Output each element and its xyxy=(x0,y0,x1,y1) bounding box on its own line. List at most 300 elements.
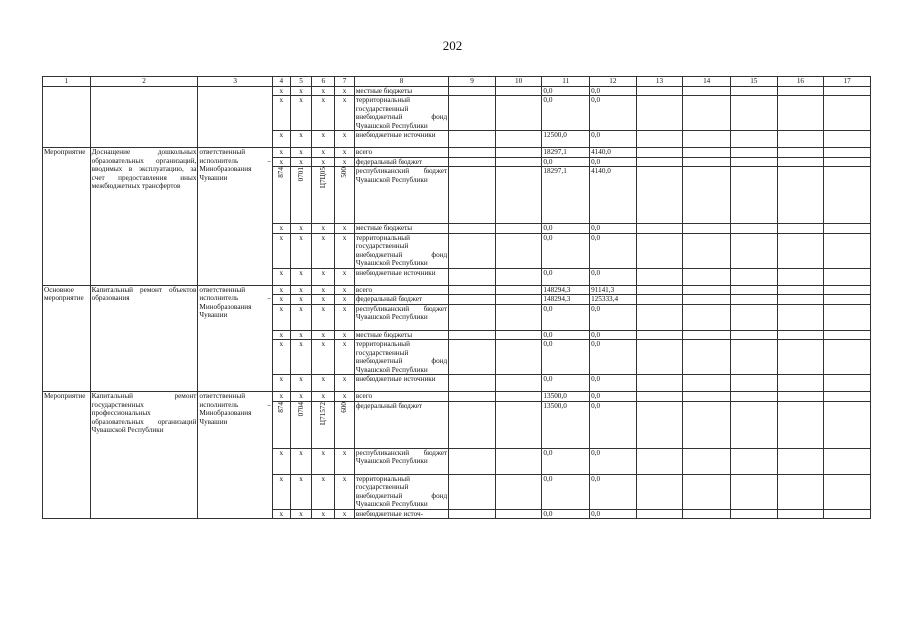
target-article-cell: x xyxy=(312,86,335,96)
year-value-cell xyxy=(730,330,777,340)
year-value-cell xyxy=(824,330,871,340)
target-article-value: Ц71572 xyxy=(319,401,328,425)
grbs-code-value: 874 xyxy=(277,167,286,178)
page-number: 202 xyxy=(442,38,463,53)
year-value-cell xyxy=(636,167,683,224)
year-value-cell xyxy=(824,340,871,375)
target-article-value: Ц7Ц05 xyxy=(319,167,328,189)
year-value-cell xyxy=(777,167,824,224)
expense-type-value: 600 xyxy=(340,401,349,413)
year-value-cell xyxy=(636,330,683,340)
section-code-cell: x xyxy=(290,131,312,148)
target-article-cell: x xyxy=(312,157,335,167)
year-value-cell xyxy=(683,509,731,519)
year-value-cell xyxy=(495,86,542,96)
year-value-cell xyxy=(777,401,824,448)
year-value-cell xyxy=(495,304,542,330)
funding-source-cell: территориальный государственный внебюджетный фонд Чувашской Республики xyxy=(355,233,448,267)
year-value-cell xyxy=(824,157,871,167)
year-value-cell xyxy=(495,96,542,131)
funding-source-cell: всего xyxy=(354,285,448,295)
table-body xyxy=(43,86,871,519)
grbs-code-cell: x xyxy=(273,330,291,340)
section-code-cell xyxy=(290,167,312,224)
expense-type-cell xyxy=(335,167,355,224)
year-value-cell: 0,0 xyxy=(542,86,590,96)
section-code-cell: x xyxy=(290,268,312,285)
year-value-cell: 0,0 xyxy=(542,157,590,167)
funding-source-cell: федеральный бюджет xyxy=(354,401,448,448)
year-value-cell xyxy=(824,401,871,448)
year-value-cell xyxy=(777,474,824,509)
funding-source-cell: федеральный бюджет xyxy=(354,157,448,167)
measure-name-cell: Капитальный ремонт государственных профессиональных образовательных организаций Чувашской Республики xyxy=(90,392,198,519)
grbs-code-cell: x xyxy=(273,474,291,509)
grbs-code-cell: x xyxy=(273,148,291,158)
column-header: 4 xyxy=(273,77,291,87)
section-code-cell: x xyxy=(290,233,312,268)
year-value-cell xyxy=(495,401,542,448)
grbs-code-cell: x xyxy=(273,157,291,167)
target-article-cell xyxy=(312,401,335,448)
year-value-cell: 0,0 xyxy=(590,86,637,96)
year-value-cell xyxy=(495,375,542,392)
grbs-code-cell: x xyxy=(273,96,291,131)
year-value-cell xyxy=(495,148,542,158)
year-value-cell xyxy=(683,330,731,340)
expense-type-cell: x xyxy=(335,340,355,375)
year-value-cell: 18297,1 xyxy=(542,148,590,158)
column-header: 9 xyxy=(449,77,496,87)
year-value-cell xyxy=(730,474,777,509)
year-value-cell: 0,0 xyxy=(590,96,637,131)
year-value-cell: 0,0 xyxy=(590,474,637,509)
year-value-cell xyxy=(449,131,496,148)
year-value-cell xyxy=(449,224,496,234)
year-value-cell xyxy=(683,392,731,402)
year-value-cell xyxy=(495,157,542,167)
year-value-cell xyxy=(730,509,777,519)
year-value-cell: 0,0 xyxy=(542,233,590,268)
measure-name-cell: Капитальный ремонт объектов образования xyxy=(90,285,198,392)
year-value-cell xyxy=(683,474,731,509)
year-value-cell xyxy=(777,224,824,234)
target-article-cell: x xyxy=(312,304,335,330)
expense-type-cell: x xyxy=(335,224,355,234)
target-article-cell: x xyxy=(312,392,335,402)
grbs-code-cell xyxy=(273,401,291,448)
column-header: 5 xyxy=(290,77,312,87)
year-value-cell xyxy=(495,167,542,224)
year-value-cell xyxy=(730,401,777,448)
year-value-cell xyxy=(777,392,824,402)
year-value-cell xyxy=(777,268,824,285)
year-value-cell xyxy=(683,340,731,375)
funding-source-cell: республиканский бюджет Чувашской Республики xyxy=(354,167,448,224)
year-value-cell xyxy=(636,401,683,448)
year-value-cell xyxy=(683,448,731,474)
column-header: 8 xyxy=(354,77,448,87)
year-value-cell xyxy=(636,86,683,96)
expense-type-cell: x xyxy=(335,448,355,474)
year-value-cell xyxy=(636,448,683,474)
header-row xyxy=(43,77,871,87)
year-value-cell xyxy=(636,509,683,519)
year-value-cell xyxy=(683,157,731,167)
year-value-cell: 0,0 xyxy=(542,474,590,509)
column-header: 10 xyxy=(495,77,542,87)
grbs-code-cell: x xyxy=(273,375,291,392)
target-article-cell: x xyxy=(312,131,335,148)
year-value-cell xyxy=(824,233,871,268)
expense-type-cell: x xyxy=(335,131,355,148)
funding-source-cell: территориальный государственный внебюджетный фонд Чувашской Республики xyxy=(355,340,448,374)
year-value-cell xyxy=(824,224,871,234)
year-value-cell xyxy=(636,392,683,402)
year-value-cell: 0,0 xyxy=(542,268,590,285)
executor-cell: ответственный исполнитель – Минобразования Чувашии xyxy=(198,392,273,519)
year-value-cell xyxy=(636,233,683,268)
column-header: 1 xyxy=(43,77,91,87)
year-value-cell xyxy=(730,224,777,234)
year-value-cell xyxy=(730,148,777,158)
year-value-cell xyxy=(730,448,777,474)
target-article-cell: x xyxy=(312,96,335,131)
year-value-cell xyxy=(449,295,496,305)
year-value-cell: 12500,0 xyxy=(542,131,590,148)
column-header: 13 xyxy=(636,77,683,87)
expense-type-cell: x xyxy=(335,285,355,295)
year-value-cell: 0,0 xyxy=(542,304,590,330)
funding-source-cell: республиканский бюджет Чувашской Республики xyxy=(354,304,448,330)
year-value-cell xyxy=(683,167,731,224)
funding-source-cell: всего xyxy=(354,392,448,402)
year-value-cell xyxy=(683,233,731,268)
year-value-cell xyxy=(449,330,496,340)
year-value-cell xyxy=(636,157,683,167)
year-value-cell xyxy=(449,375,496,392)
year-value-cell xyxy=(824,295,871,305)
year-value-cell xyxy=(824,268,871,285)
year-value-cell xyxy=(824,375,871,392)
year-value-cell xyxy=(449,285,496,295)
year-value-cell xyxy=(777,86,824,96)
year-value-cell xyxy=(495,474,542,509)
year-value-cell: 13500,0 xyxy=(542,392,590,402)
grbs-code-cell xyxy=(273,167,291,224)
year-value-cell xyxy=(636,295,683,305)
year-value-cell xyxy=(636,340,683,375)
section-code-cell: x xyxy=(290,509,312,519)
year-value-cell xyxy=(636,96,683,131)
year-value-cell xyxy=(824,96,871,131)
year-value-cell xyxy=(449,157,496,167)
section-code-cell: x xyxy=(290,148,312,158)
funding-source-cell: внебюджетные источники xyxy=(354,131,448,148)
year-value-cell xyxy=(824,474,871,509)
expense-type-cell: x xyxy=(335,86,355,96)
funding-source-cell: всего xyxy=(354,148,448,158)
year-value-cell xyxy=(730,375,777,392)
funding-source-cell: федеральный бюджет xyxy=(354,295,448,305)
year-value-cell xyxy=(777,233,824,268)
year-value-cell: 0,0 xyxy=(590,340,637,375)
year-value-cell xyxy=(730,268,777,285)
year-value-cell: 91141,3 xyxy=(590,285,637,295)
year-value-cell xyxy=(449,448,496,474)
expense-type-cell: x xyxy=(335,96,355,131)
column-header: 2 xyxy=(90,77,198,87)
year-value-cell xyxy=(495,224,542,234)
column-header: 7 xyxy=(335,77,355,87)
measure-type-cell: Основное мероприятие xyxy=(43,285,91,392)
funding-source-cell: внебюджетные источники xyxy=(354,268,448,285)
year-value-cell: 0,0 xyxy=(542,224,590,234)
expense-type-value: 500 xyxy=(340,167,349,178)
year-value-cell xyxy=(636,285,683,295)
column-header: 12 xyxy=(590,77,637,87)
grbs-code-cell: x xyxy=(273,295,291,305)
table-row xyxy=(43,285,871,295)
year-value-cell xyxy=(683,86,731,96)
year-value-cell xyxy=(777,340,824,375)
year-value-cell xyxy=(730,167,777,224)
year-value-cell xyxy=(824,86,871,96)
year-value-cell xyxy=(683,224,731,234)
year-value-cell xyxy=(824,148,871,158)
section-code-cell: x xyxy=(290,375,312,392)
section-code-cell: x xyxy=(290,340,312,375)
year-value-cell xyxy=(449,86,496,96)
target-article-cell: x xyxy=(312,148,335,158)
column-header: 17 xyxy=(824,77,871,87)
year-value-cell xyxy=(824,131,871,148)
year-value-cell xyxy=(495,285,542,295)
grbs-code-cell: x xyxy=(273,509,291,519)
executor-cell: ответственный исполнитель – Минобразования Чувашии xyxy=(198,148,273,286)
grbs-code-cell: x xyxy=(273,224,291,234)
year-value-cell xyxy=(495,330,542,340)
year-value-cell: 0,0 xyxy=(542,340,590,375)
year-value-cell xyxy=(495,340,542,375)
year-value-cell xyxy=(777,375,824,392)
grbs-code-cell: x xyxy=(273,340,291,375)
expense-type-cell: x xyxy=(335,474,355,509)
year-value-cell xyxy=(730,295,777,305)
year-value-cell xyxy=(824,392,871,402)
year-value-cell: 0,0 xyxy=(590,224,637,234)
year-value-cell: 0,0 xyxy=(542,448,590,474)
column-header: 3 xyxy=(198,77,273,87)
year-value-cell xyxy=(683,285,731,295)
target-article-cell xyxy=(312,167,335,224)
expense-type-cell: x xyxy=(335,375,355,392)
target-article-cell: x xyxy=(312,330,335,340)
year-value-cell: 0,0 xyxy=(590,268,637,285)
expense-type-cell: x xyxy=(335,157,355,167)
expense-type-cell: x xyxy=(335,268,355,285)
column-header: 6 xyxy=(312,77,335,87)
year-value-cell xyxy=(495,392,542,402)
year-value-cell: 0,0 xyxy=(590,131,637,148)
section-code-cell xyxy=(290,401,312,448)
year-value-cell xyxy=(449,509,496,519)
year-value-cell xyxy=(777,157,824,167)
expense-type-cell: x xyxy=(335,304,355,330)
target-article-cell: x xyxy=(312,285,335,295)
target-article-cell: x xyxy=(312,268,335,285)
year-value-cell: 0,0 xyxy=(590,448,637,474)
year-value-cell: 4140,0 xyxy=(590,148,637,158)
section-code-cell: x xyxy=(290,304,312,330)
expense-type-cell: x xyxy=(335,148,355,158)
year-value-cell xyxy=(824,167,871,224)
year-value-cell xyxy=(636,224,683,234)
year-value-cell xyxy=(824,285,871,295)
year-value-cell: 4140,0 xyxy=(590,167,637,224)
year-value-cell xyxy=(777,304,824,330)
year-value-cell: 148294,3 xyxy=(542,295,590,305)
year-value-cell xyxy=(777,148,824,158)
funding-source-cell: республиканский бюджет Чувашской Республики xyxy=(354,448,448,474)
executor-cell: ответственный исполнитель – Минобразования Чувашии xyxy=(198,285,273,392)
year-value-cell xyxy=(777,295,824,305)
year-value-cell xyxy=(730,340,777,375)
measure-type-cell: Мероприятие xyxy=(43,148,91,286)
section-code-cell: x xyxy=(290,224,312,234)
target-article-cell: x xyxy=(312,448,335,474)
year-value-cell: 0,0 xyxy=(590,157,637,167)
funding-source-cell: внебюджетные источ- xyxy=(354,509,448,519)
year-value-cell xyxy=(449,401,496,448)
measure-name-cell: Доснащение дошкольных образовательных организаций, вводимых в эксплуатацию, за счет предоставления иных межбюджетных трансфертов xyxy=(90,148,198,286)
year-value-cell: 0,0 xyxy=(542,330,590,340)
year-value-cell xyxy=(730,285,777,295)
year-value-cell xyxy=(495,131,542,148)
grbs-code-cell: x xyxy=(273,86,291,96)
column-header: 16 xyxy=(777,77,824,87)
grbs-code-cell: x xyxy=(273,268,291,285)
year-value-cell: 0,0 xyxy=(590,304,637,330)
year-value-cell: 0,0 xyxy=(590,401,637,448)
year-value-cell: 0,0 xyxy=(542,96,590,131)
target-article-cell: x xyxy=(312,233,335,268)
year-value-cell xyxy=(449,474,496,509)
year-value-cell xyxy=(683,304,731,330)
year-value-cell xyxy=(495,509,542,519)
year-value-cell xyxy=(730,233,777,268)
year-value-cell xyxy=(777,285,824,295)
year-value-cell: 0,0 xyxy=(542,375,590,392)
year-value-cell xyxy=(777,131,824,148)
year-value-cell xyxy=(636,304,683,330)
measure-name-cell xyxy=(90,86,198,148)
year-value-cell: 0,0 xyxy=(590,509,637,519)
year-value-cell xyxy=(449,392,496,402)
year-value-cell xyxy=(777,330,824,340)
year-value-cell: 0,0 xyxy=(542,509,590,519)
year-value-cell xyxy=(683,148,731,158)
section-code-cell: x xyxy=(290,157,312,167)
expense-type-cell: x xyxy=(335,233,355,268)
year-value-cell xyxy=(824,509,871,519)
year-value-cell xyxy=(683,268,731,285)
column-header: 11 xyxy=(542,77,590,87)
year-value-cell: 0,0 xyxy=(590,375,637,392)
target-article-cell: x xyxy=(312,340,335,375)
year-value-cell xyxy=(636,474,683,509)
budget-table xyxy=(42,76,871,519)
column-header: 14 xyxy=(683,77,731,87)
year-value-cell xyxy=(683,401,731,448)
funding-source-cell: местные бюджеты xyxy=(354,330,448,340)
funding-source-cell: внебюджетные источники xyxy=(354,375,448,392)
grbs-code-cell: x xyxy=(273,304,291,330)
target-article-cell: x xyxy=(312,509,335,519)
year-value-cell: 0,0 xyxy=(590,330,637,340)
section-code-cell: x xyxy=(290,96,312,131)
grbs-code-cell: x xyxy=(273,233,291,268)
year-value-cell xyxy=(824,448,871,474)
grbs-code-cell: x xyxy=(273,285,291,295)
section-code-cell: x xyxy=(290,86,312,96)
year-value-cell xyxy=(777,509,824,519)
year-value-cell xyxy=(636,131,683,148)
year-value-cell xyxy=(449,233,496,268)
measure-type-cell xyxy=(43,86,91,148)
year-value-cell xyxy=(636,375,683,392)
section-code-value: 0701 xyxy=(296,167,305,182)
section-code-cell: x xyxy=(290,392,312,402)
target-article-cell: x xyxy=(312,295,335,305)
grbs-code-value: 874 xyxy=(277,401,286,413)
year-value-cell xyxy=(683,295,731,305)
year-value-cell xyxy=(449,167,496,224)
grbs-code-cell: x xyxy=(273,448,291,474)
expense-type-cell xyxy=(335,401,355,448)
section-code-cell: x xyxy=(290,330,312,340)
expense-type-cell: x xyxy=(335,392,355,402)
year-value-cell: 148294,3 xyxy=(542,285,590,295)
year-value-cell xyxy=(730,96,777,131)
year-value-cell: 18297,1 xyxy=(542,167,590,224)
year-value-cell xyxy=(495,295,542,305)
year-value-cell: 13500,0 xyxy=(542,401,590,448)
funding-source-cell: территориальный государственный внебюджетный фонд Чувашской Республики xyxy=(355,96,448,130)
expense-type-cell: x xyxy=(335,509,355,519)
table-row xyxy=(43,86,871,96)
year-value-cell xyxy=(730,392,777,402)
year-value-cell xyxy=(683,375,731,392)
year-value-cell: 125333,4 xyxy=(590,295,637,305)
year-value-cell xyxy=(730,86,777,96)
year-value-cell xyxy=(683,96,731,131)
year-value-cell xyxy=(777,448,824,474)
year-value-cell xyxy=(495,233,542,268)
year-value-cell xyxy=(636,268,683,285)
year-value-cell: 0,0 xyxy=(590,392,637,402)
year-value-cell xyxy=(824,304,871,330)
measure-type-cell: Мероприятие xyxy=(43,392,91,519)
year-value-cell xyxy=(636,148,683,158)
year-value-cell xyxy=(730,157,777,167)
expense-type-cell: x xyxy=(335,295,355,305)
funding-source-cell: местные бюджеты xyxy=(354,224,448,234)
year-value-cell xyxy=(730,304,777,330)
target-article-cell: x xyxy=(312,224,335,234)
table-row xyxy=(43,392,871,402)
year-value-cell xyxy=(777,96,824,131)
